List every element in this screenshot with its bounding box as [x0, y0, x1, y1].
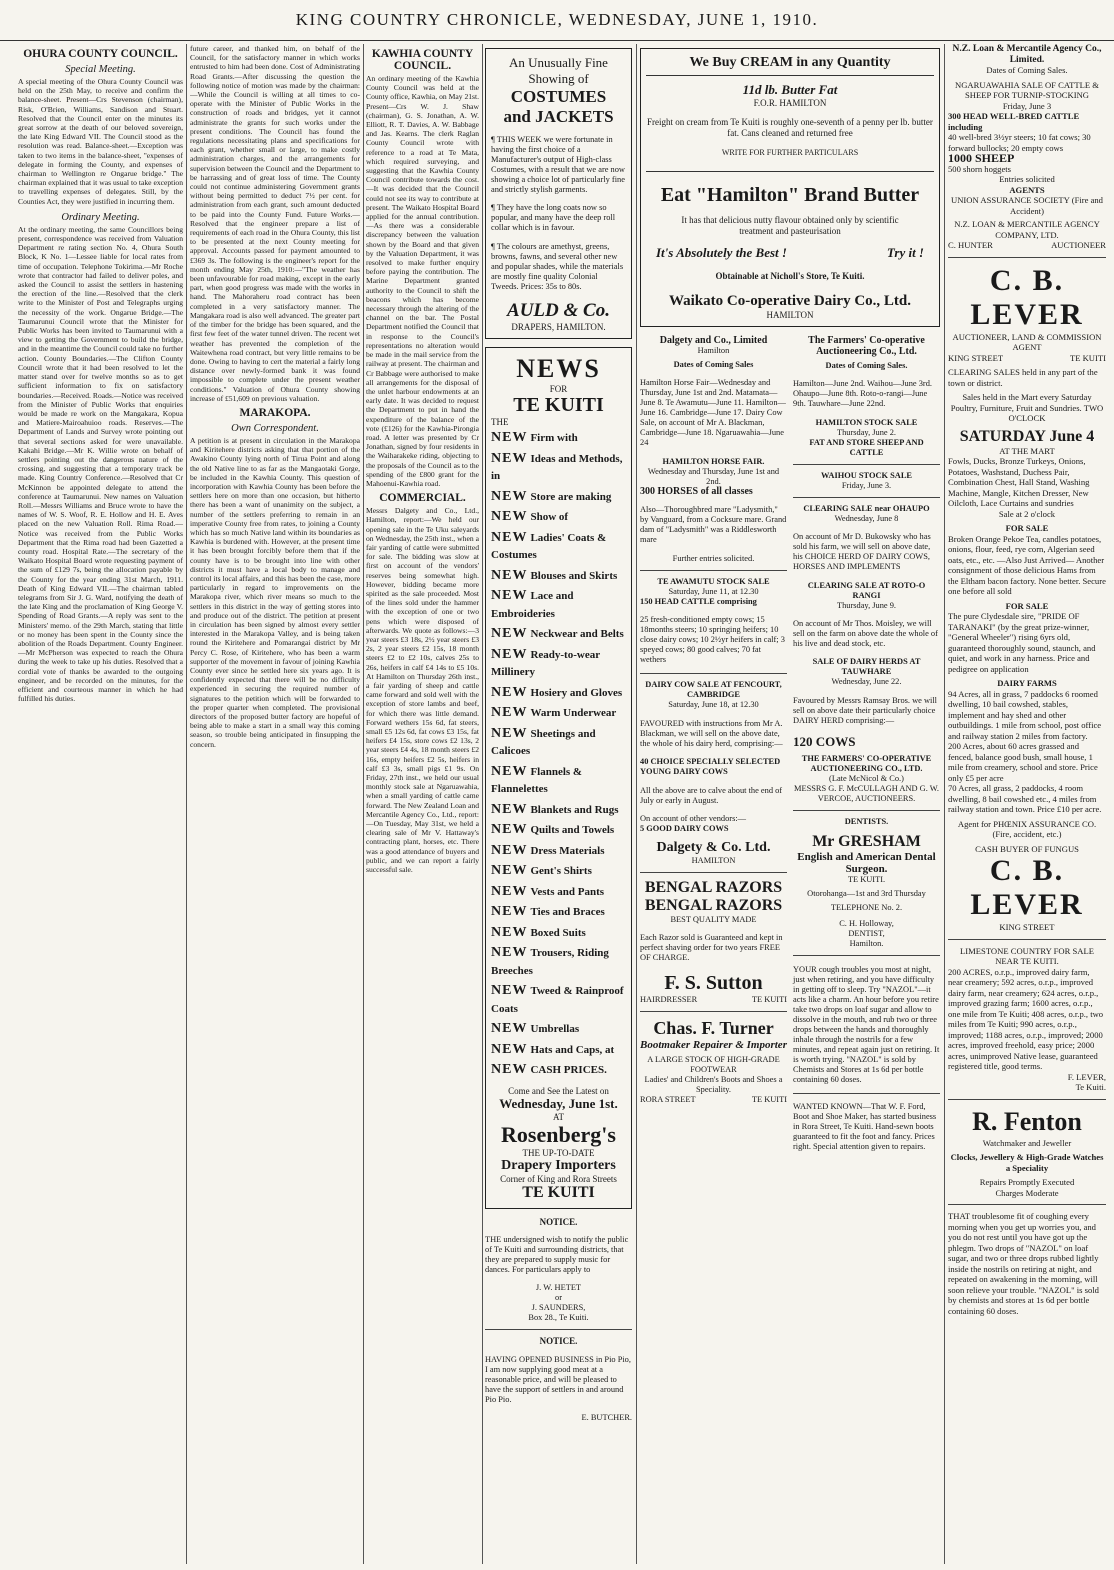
ad-sign: (Late McNicol & Co.)	[829, 774, 904, 784]
news-item-label: Lace and Embroideries	[491, 590, 574, 620]
auction-columns	[640, 335, 940, 1161]
ad-line: FOR	[549, 384, 568, 395]
news-item	[491, 883, 626, 902]
ad-line: C. H. Holloway,	[839, 919, 894, 929]
ad-line: A LARGE STOCK OF HIGH-GRADE FOOTWEAR	[647, 1054, 780, 1074]
ad-text: ¶ The colours are amethyst, greens, browns, fawns, and several other new and popular shades, while the materials are mostly fine quality Colonial Tweeds. Prices: 35s to 80s.	[491, 241, 624, 291]
ad-name: Chas. F. Turner	[653, 1017, 774, 1038]
dalgety-column	[640, 335, 787, 1161]
article-subheading: Special Meeting.	[65, 64, 136, 75]
divider	[793, 464, 940, 465]
ad-line: Dates of Coming Sales	[673, 360, 754, 369]
ad-line: Thursday, June 9.	[836, 600, 896, 610]
ad-title: We Buy CREAM in any Quantity	[646, 55, 934, 76]
news-item-prefix: NEW	[491, 842, 528, 858]
news-item-label: Dress Materials	[530, 844, 605, 857]
news-item-label: Vests and Pants	[530, 885, 605, 898]
ad-line: Hamilton.	[849, 939, 884, 949]
news-item-prefix: NEW	[491, 646, 528, 662]
ad-line: NGARUAWAHIA SALE OF CATTLE & SHEEP FOR TURNIP-STOCKING	[955, 79, 1099, 100]
ad-line: DAIRY COW SALE AT FENCOURT, CAMBRIDGE	[645, 680, 782, 700]
column-rule	[186, 44, 187, 1564]
ad-text: Broken Orange Pekoe Tea, candles potatoes, onions, flour, feed, rye corn, Algerian seed oats, etc., etc. —Also Just Arrived— Another consignment of those delicious Hams from the Eltham bacon factory. None better. Secure one before all sold	[948, 533, 1106, 596]
ad-text: 200 Acres, about 60 acres grassed and fenced, balance good bush, small house, 1 mile from creamery, school and store. Price only £5 per acre	[948, 741, 1098, 783]
ad-line: Charges Moderate	[995, 1187, 1059, 1198]
news-item-prefix: NEW	[491, 684, 528, 700]
news-item-prefix: NEW	[491, 945, 528, 961]
news-item-label: Hats and Caps, at	[530, 1043, 615, 1056]
ad-town: TE KUITI	[751, 1094, 787, 1104]
ad-line: and JACKETS	[503, 107, 614, 126]
news-item-prefix: NEW	[491, 450, 528, 466]
news-item	[491, 567, 626, 586]
ad-line: SALE OF DAIRY HERDS AT TAUWHARE	[812, 657, 921, 677]
razor-line: BENGAL RAZORS	[644, 896, 783, 914]
ad-text: All the above are to calve about the end of July or early in August.	[640, 785, 783, 805]
news-item	[491, 903, 626, 922]
divider	[793, 1093, 940, 1094]
ad-line: Friday, June 3.	[841, 480, 892, 490]
divider	[793, 955, 940, 956]
column-agency-ads	[948, 44, 1106, 1564]
divider	[640, 872, 787, 873]
column-rule	[636, 44, 637, 1564]
costumes-ad	[485, 48, 632, 339]
news-item-prefix: NEW	[491, 983, 528, 999]
ad-sign: MESSRS G. F. McCULLAGH AND G. W. VERCOE, AUCTIONEERS.	[794, 784, 939, 804]
ad-line: Wednesday, June 8	[834, 513, 899, 523]
ad-line: WRITE FOR FURTHER PARTICULARS	[721, 148, 859, 157]
ad-line: English and American Dental Surgeon.	[797, 851, 936, 876]
ad-line: AGENTS	[1009, 184, 1045, 195]
ad-line: 5 GOOD DAIRY COWS	[640, 823, 729, 833]
ad-line: Wednesday and Thursday, June 1st and 2nd.	[647, 466, 780, 486]
news-item-label: Tweed & Rainproof Coats	[491, 985, 624, 1015]
news-items	[491, 429, 626, 1080]
ad-text: 25 fresh-conditioned empty cows; 15 18months steers; 10 springing heifers; 10 close dairy cows; 10 2½yr heifers in calf; 3 speyed cows; 80 good calves; 70 fat wethers	[640, 614, 785, 664]
column-trade-ads	[640, 44, 940, 1564]
news-item-label: Ladies' Coats & Costumes	[491, 531, 607, 562]
ad-line: Clocks, Jewellery & High-Grade Watches a Speciality	[950, 1152, 1104, 1173]
ad-text: THAT troublesome fit of coughing every morning when you get up worries you, and you do not rest until you have got up the phlegm. Two drops of "NAZOL" on loaf sugar, and two or three drops rubbed lightly inside the nostrils on retiring at night, and repeated on awakening in the morning, will soon relieve your trouble. "NAZOL" is sold by chemists and stores at 1s 6d per bottle containing 60 doses.	[948, 1211, 1099, 1316]
ad-line: HAMILTON	[691, 855, 736, 865]
ad-line: HAMILTON HORSE FAIR.	[662, 456, 765, 466]
news-item	[491, 529, 626, 565]
ad-line: UNION ASSURANCE SOCIETY (Fire and Accident)	[951, 195, 1103, 216]
ad-text: Also—Thoroughbred mare "Ladysmith," by Vanguard, from a Cocksure mare. Grand dam of "Ladysmith" was a Riddlesworth mare	[640, 505, 787, 545]
ad-line: Otorohanga—1st and 3rd Thursday	[807, 889, 926, 899]
ad-title: N.Z. Loan & Mercantile Agency Co., Limited.	[952, 44, 1102, 65]
ad-text: On account of Mr Thos. Moisley, we will sell on the farm on above date the whole of his live and dead stock, etc.	[793, 618, 938, 648]
ad-line: DENTIST,	[848, 929, 885, 939]
news-item-label: Ready-to-wear Millinery	[491, 648, 600, 679]
news-item-prefix: NEW	[491, 822, 528, 838]
ad-line: Entries solicited	[999, 174, 1055, 184]
ad-line: On account of other vendors:—	[640, 813, 747, 823]
column-rule	[363, 44, 364, 1564]
article-text: At the ordinary meeting, the same Councillors being present, correspondence was received from Valuation Department re rating section No. 4, Ohura South Block, K No. 1—Lessee liable for local rates from time of occupation. Telephone Tokirima.—Mr Roche wrote that contractor had failed to deliver poles, and asked the Council to assist the settlers in hastening the erection of the line.—Resolved that the clerk write to the Minister of Post and Telegraphs urging the necessity of the work. Ongarue Bridge.—The Taumarunui Council wrote that the Minister for Public Works has been invited to Taumarunui with a view to getting the Government to build the bridge, and in the meantime the Council could take no further action. County Boundaries.—The Clifton County Council wrote that it had been resolved to let the matter stand over for twelve months so as to get sufficient information to fix on satisfactory boundaries.—Received. Roads.—Notice was received from the Minister of Public Works that enquiries would be made re work on the Mangakara, Kopua and Matiere-Mairoahuioo roads. Reserves.—The Department of Lands and Survey wrote pointing out that several sections asked for were unavailable. Kakahi Bridge.—Mr K. Willie wrote on behalf of settlers pointing out the dangerous nature of the crossing, and suggesting that a temporary track be made. King Country Conference.—Resolved that Cr McKinnon be appointed delegate to attend the conference at Taumarunui. New names on Valuation Roll.—Messrs Williams and Bruce wrote to have the names of W. S. Woof, R. E. Hollow and H. E. Aves placed on the new Valuation Roll. Rima Road.—Notice was received from the Public Works Department that the Rima road had been Gazetted a county road. Hospital Rate.—The secretary of the Waikato Hospital Board wrote requesting payment of the sum of £129 7s, being the allocation payable by the County for the year ending 31st March, 1911. Death of King Edward VII.—The chairman tabled telegrams from Sir J. G. Ward, notifying the death of the late King and the proclamation of King George V. Spending of Road Grants.—A reply was sent to the Ministers' memo. of the 29th March, stating that little or no money has been spent in the County since the abolition of the Roads Department. County Engineer.—Mr McPherson was expected to reach the Ohura during the week to take up his duties. Resolved that a cordial vote of thanks be awarded to the outgoing engineer, and be recorded on the minutes, for the efficient and courteous manner in which he had fulfilled his duties.	[18, 224, 183, 704]
ad-line: FOR SALE	[1005, 600, 1049, 611]
news-item-prefix: NEW	[491, 509, 528, 525]
ad-line: 40 CHOICE SPECIALLY SELECTED YOUNG DAIRY COWS	[640, 757, 781, 777]
ad-footer	[640, 995, 787, 1005]
razor-line: BENGAL RAZORS	[644, 878, 783, 896]
ad-text: Sales held in the Mart every Saturday Poultry, Furniture, Fruit and Sundries. TWO O'CLOCK	[950, 392, 1104, 423]
article-heading: COMMERCIAL.	[379, 492, 466, 505]
ad-text: The pure Clydesdale sire, "PRIDE OF TARANAKI" (by the great prize-winner, "General Wheeler") rising 6yrs old, guaranteed thoroughly sound, staunch, and quiet, and work in any harness. Price and pedigree on application	[948, 611, 1096, 674]
ad-line: 300 HEAD WELL-BRED CATTLE including	[948, 111, 1080, 132]
news-item-prefix: NEW	[491, 567, 528, 583]
news-item	[491, 646, 626, 682]
ad-price: 11d lb. Butter Fat	[742, 82, 838, 97]
ad-line: Ladies' and Children's Boots and Shoes a Speciality.	[644, 1074, 783, 1094]
article-heading: MARAKOPA.	[239, 406, 311, 419]
news-item-label: Ties and Braces	[530, 906, 605, 919]
ad-line: Dates of Coming Sales.	[825, 361, 908, 370]
ad-name: C. B. LEVER	[970, 854, 1084, 921]
ad-brand: AULD & Co.	[507, 300, 610, 322]
article-subheading: Own Correspondent.	[231, 422, 319, 434]
ad-name: C. B. LEVER	[970, 263, 1084, 331]
ad-text: Hamilton Horse Fair—Wednesday and Thursday, June 1st and 2nd. Matamata—June 8. Te Awamutu—June 11. Hamilton—June 16. Cambridge—June 17. Dairy Cow Sale, on account of Mr A. Blackman, Cambridge—June 18. Ngaruawahia—June 24	[640, 378, 786, 448]
ad-street: KING STREET	[948, 352, 1004, 363]
ad-trade: Bootmaker Repairer & Importer	[640, 1038, 787, 1051]
news-item	[491, 587, 626, 623]
ad-date: Wednesday, June 1st.	[499, 1095, 618, 1111]
ad-title: NEWS	[516, 354, 601, 384]
news-item-label: Sheetings and Calicoes	[491, 727, 596, 758]
news-item	[491, 924, 626, 943]
ad-line: 300 HORSES of all classes	[640, 485, 753, 497]
news-item-prefix: NEW	[491, 924, 528, 940]
ad-line: CASH BUYER OF FUNGUS	[975, 843, 1079, 854]
ad-line: HAMILTON STOCK SALE	[815, 417, 918, 427]
ad-line: THE UP-TO-DATE	[522, 1147, 595, 1158]
ad-line: Drapery Importers	[501, 1157, 616, 1173]
ad-text: Each Razor sold is Guaranteed and kept in perfect shaving order for two years FREE OF CHARGE.	[640, 933, 783, 963]
news-item-label: Boxed Suits	[530, 926, 586, 939]
column-rule	[944, 44, 945, 1564]
ad-town: TE KUITI	[522, 1183, 595, 1201]
ad-name: R. Fenton	[972, 1106, 1082, 1136]
ad-line: Te Kuiti.	[1075, 1082, 1106, 1092]
news-item-label: Trousers, Riding Breeches	[491, 947, 609, 977]
ad-text: CLEARING SALES held in any part of the town or district.	[948, 367, 1098, 388]
ad-line: TELEPHONE No. 2.	[830, 903, 903, 913]
ad-name: F. S. Sutton	[664, 971, 763, 994]
ad-store: Rosenberg's	[501, 1121, 616, 1147]
news-item-prefix: NEW	[491, 529, 528, 545]
news-item-label: Ideas and Methods, in	[491, 452, 623, 483]
ad-line: Showing of	[528, 71, 589, 86]
article-text: A petition is at present in circulation in the Marakopa and Kiritehere districts asking that that portion of the Awakino County lying north of Tirua Point and along the old Native line to as far as the Mangaotaki Gorge, be included in the Kawhia County. This question of incorporation with Kawhia County has been before the settlers here on more than one occasion, but hitherto there has been a want of unanimity on the subject, a number of the settlers preferring to remain in an imperative County free from rates, to joining a County which has so much Native land within its boundaries as Kawhia is burdened with. However, at the present time it has been brought forcibly before them that if the county have is to be brought into line with other districts it must have a local body to manage and control its local affairs, and this has been the case, more particularly in regard to improvements on the Marakopa river, which river means so much to the settlers in this district in the way of getting stores into and produce out of the district. The petition at present in circulation has been signed by almost every settler interested in the Marakopa Valley, and is being taken round the Kiritehere and Pomarangai district by Mr Percy C. Rose, of Kiritehere, who has been a warm supporter of the movement in favour of joining Kawhia County ever since he settled here six years ago. It is confidently expected that there will be no difficulty experienced in securing the required number of signatures to the petition which will be forwarded to the proper quarter when completed. The provisional directors of the proposed butter factory are hopeful of being able to make a start in a small way this coming season, so trouble being anticipated in finsupping the concern.	[190, 435, 360, 749]
news-item	[491, 821, 626, 840]
news-item-prefix: NEW	[491, 863, 528, 879]
ad-date: SATURDAY June 4	[959, 427, 1095, 445]
article-text: Messrs Dalgety and Co., Ltd., Hamilton, report:—We held our opening sale in the Te Uku saleyards on Wednesday, the 25th inst., when a fair yarding of cattle were submitted for sale. The bidding was slow at first on account of the vendors' reserves being somewhat high. However, bidding became more spirited as the sale proceeded. Most of the lines sold under the hammer with the exception of one or two pens which were disposed of afterwards. We quote as follows:—3 year steers £3 18s, 2½ year steers £3 2s, 2 year steers £2 15s, 18 month steers £2 to £2 10s, calves 25s to 26s, heifers in calf £4 14s to £5 10s. At Hamilton on Thursday 26th inst., a fair yarding of sheep and cattle came forward and sold well with the exception of store lambs and beef, for which there was little demand. Forward wethers 15s 6d, fat steers, small £5 12s 6d, fat cows £3 15s, fat heifers £4 15s, store cows £2 13s, 2 year steers £4 4s, 18 month steers £2 16s, empty heifers £2 5s, heifers in calf £3 3s, small pigs £1 9s. On Friday, 27th inst., we held our usual monthly stock sale at Ngaruawahia, when a small yarding of cattle came forward. The New Zealand Loan and Mercantile Agency Co., Ltd., report:—On Tuesday, May 31st, we held a clearing sale of Mr V. Hattaway's contracting plant, horses, etc. There was a good attendance of buyers and public, and we can report a fairly successful sale.	[366, 506, 479, 875]
ad-text: ¶ THIS WEEK we were fortunate in having the first choice of a Manufacturer's output of High-class Costumes, with a result that we are now showing a choice lot of particularly fine and strictly stylish garments.	[491, 135, 625, 194]
divider	[793, 497, 940, 498]
news-item	[491, 1020, 626, 1039]
notice-heading: NOTICE.	[539, 1216, 578, 1227]
divider	[948, 939, 1106, 940]
ad-line: KING STREET	[999, 922, 1055, 932]
news-item	[491, 450, 626, 486]
ad-line: WAIHOU STOCK SALE	[820, 470, 913, 480]
ad-footer	[948, 353, 1106, 364]
ad-text: Freight on cream from Te Kuiti is roughly one-seventh of a penny per lb. butter fat. Cans cleaned and returned free	[647, 117, 933, 138]
news-item-prefix: NEW	[491, 904, 528, 920]
ad-text: Fowls, Ducks, Bronze Turkeys, Onions, Potatoes, Washstand, Duchess Pair, Combination Chest, Hall Stand, Washing Machine, Mangle, Kitchen Dresser, New Oilcloth, Lace Curtains and sundries	[948, 456, 1090, 508]
notice-text: HAVING OPENED BUSINESS in Pio Pio, I am now supplying good meat at a reasonable price, and will be pleased to have the support of settlers in and around Pio Pio.	[485, 1354, 631, 1404]
ad-line: 500 shorn hoggets	[948, 163, 1012, 174]
news-item-label: Show of	[530, 511, 569, 524]
slogan-best: It's Absolutely the Best !	[656, 245, 787, 260]
news-item	[491, 1061, 626, 1080]
ad-line: HAMILTON	[766, 310, 814, 320]
news-item-prefix: NEW	[491, 1041, 528, 1057]
ad-footer	[640, 1095, 787, 1105]
news-item	[491, 704, 626, 723]
divider	[640, 673, 787, 674]
ad-name: C. HUNTER	[948, 240, 993, 250]
ad-line: AT THE MART	[999, 445, 1055, 456]
news-item-label: Hosiery and Gloves	[530, 686, 623, 699]
article-text: future career, and thanked him, on behalf of the Council, for the satisfactory manner in which works entrusted to him had been done. Cost of Administrating Road Grants.—After discussing the question the following notice of motion was made by the chairman:—While the Council is willing at all times to co-operate with the Minister of Public Works in the construction of roads and bridges, yet it cannot administrate the grants for such works under the present conditions. The Council has found the regulations necessitating plans and specifications for each grant, whether small or large, to make costly administration charges, and the arrangements for supervision between the Council and the Department to be harrassing and of great loss of time. The County could not continue administering Government grants without being permitted to deduct 7½ per cent. for administration from each grant, such amount deducted to be paid into the County Fund. Future Works.—Resolved that the engineer prepare a list of requirements of each road in the Ohura County, this list to be presented at the next County meeting for approval. Accounts passed for payment amounted to £369 3s. The following is the engineer's report for the month ending May 25th, 1910:—"The weather has been unfavourable for road making, except in the early part, when good progress was made with the works in hand. The Mahoraheru road contract has been completed in a very satisfactory manner. The Mangakara road is also well advanced. The greater part of the timber for the bridge has been squared, and the first few feet of the water tunnel driven. The recent wet weather has prevented the completion of the Waitewhena road contract, but very little remains to be done. Owing to having to cert the material a fairly long distance over newly-formed bank it was found impossible to complete under the present weather conditions." Valuation of Ohura County showing increase of £51,609 on previous valuation.	[190, 44, 360, 403]
ad-text: YOUR cough troubles you most at night, just when retiring, and you have difficulty in getting off to sleep. Try "NAZOL"—it acts like a charm. An hour before you retire take two drops on loaf sugar and allow to dissolve in the mouth, and rub two or three drops between the hands and thoroughly inhale through the nostrils for a few minutes, and repeat again just on retiring. It is worth trying. "NAZOL" is sold by Chemists and Stores at 1s 6d per bottle containing 60 doses.	[793, 964, 940, 1084]
ad-text: It has that delicious nutty flavour obtained only by scientific treatment and pasteurisation	[681, 215, 899, 236]
notice-or: or	[555, 1293, 562, 1303]
news-item	[491, 429, 626, 448]
ad-line: AUCTIONEER, LAND & COMMISSION AGENT	[952, 331, 1102, 352]
news-item	[491, 684, 626, 703]
ad-line: CLEARING SALE near OHAUPO	[803, 503, 930, 513]
news-item-label: Firm with	[530, 432, 578, 445]
ad-line: Watchmaker and Jeweller	[982, 1137, 1072, 1148]
article-subheading: Ordinary Meeting.	[61, 211, 140, 223]
ad-line: Thursday, June 2.	[836, 427, 896, 437]
column-kawhia	[366, 44, 479, 1564]
ad-text: 70 Acres, all grass, 2 paddocks, 4 room dwelling, 8 bail cowshed etc., 4 miles from railway station and town. Price £10 per acre.	[948, 783, 1102, 814]
divider	[948, 1204, 1106, 1205]
news-item-prefix: NEW	[491, 725, 528, 741]
divider	[793, 810, 940, 811]
divider	[640, 1011, 787, 1012]
ad-line: Come and See the Latest on	[508, 1085, 609, 1096]
ad-line: AT	[553, 1111, 564, 1122]
ad-line: Hamilton	[697, 346, 730, 355]
news-item-label: Umbrellas	[530, 1023, 580, 1036]
ad-line: Saturday, June 18, at 12.30	[668, 700, 759, 710]
news-ad	[485, 347, 632, 1209]
news-item	[491, 488, 626, 507]
news-item-prefix: NEW	[491, 588, 528, 604]
news-item-label: Gent's Shirts	[530, 865, 592, 878]
notice-name: Box 28., Te Kuiti.	[528, 1313, 589, 1323]
divider	[948, 1099, 1106, 1100]
news-item-label: Neckwear and Belts	[530, 628, 624, 641]
ad-text: 200 ACRES, o.r.p., improved dairy farm, near creamery; 592 acres, o.r.p., improved dairy farm, near creamery; 624 acres, o.r.p., improved grazing farm; 1600 acres, o.r.p., one mile from Te Kuiti; 408 acres, o.r.p., two miles from Te Kuiti; 990 acres, o.r.p., improved; 1188 acres, o.r.p., improved; 2000 acres, improved freehold, easy price; 2000 acres, unimproved Native lease, guaranteed registered title, good terms.	[948, 966, 1104, 1071]
news-item-prefix: NEW	[491, 488, 528, 504]
ad-line: Wednesday, June 22.	[831, 677, 902, 687]
notice-heading: NOTICE.	[539, 1336, 578, 1347]
ad-line: F.O.R. HAMILTON	[753, 98, 827, 108]
ad-line: N.Z. LOAN & MERCANTILE AGENCY COMPANY, LTD.	[954, 219, 1100, 240]
ad-line: Saturday, June 11, at 12.30	[668, 586, 759, 596]
ad-line: FAT AND STORE SHEEP AND CATTLE	[809, 437, 924, 457]
column-rule	[482, 44, 483, 1564]
ad-line: COSTUMES	[510, 87, 607, 106]
column-drapery-ads	[485, 44, 632, 1564]
ad-line: 150 HEAD CATTLE comprising	[640, 596, 757, 606]
notice-name: E. BUTCHER.	[581, 1413, 632, 1423]
news-item-label: Quilts and Towels	[530, 824, 615, 837]
article-text: A special meeting of the Ohura County Council was held on the 25th May, to receive and confirm the balance-sheet. Present—Crs Stevenson (chairman), Risk, O'Brien, Williams, Sandison and Stuart. Resolved that the Council enter on the minutes its great sorrow at the death of our beloved sovereign, the late King Edward VII. The Council stood as the resolution was read. Balance-sheet.—Exception was taken to two items in the balance-sheet, "expenses of delegate in forming the County, and expenses of chairman to Wellington re Ongarue bridge." The chairman explained that it was usual to take exception to travelling expenses of delegates. Still, by the Counties Act, they were justified in incurring them.	[18, 77, 183, 206]
news-item	[491, 982, 626, 1018]
news-item-label: Flannels & Flannelettes	[491, 765, 583, 796]
ad-line: Obtainable at Nicholl's Store, Te Kuiti.	[715, 271, 865, 281]
ad-text: On account of Mr D. Bukowsky who has sold his farm, we will sell on above date, his CHOICE HERD OF DAIRY COWS, HORSES AND IMPLEMENTS	[793, 532, 931, 572]
ad-line: LIMESTONE COUNTRY FOR SALE NEAR TE KUITI.	[960, 945, 1094, 966]
news-item-label: Blouses and Skirts	[530, 569, 618, 582]
news-item	[491, 801, 626, 820]
ad-sign: THE FARMERS' CO-OPERATIVE AUCTIONEERING CO., LTD.	[801, 754, 932, 774]
news-item	[491, 944, 626, 980]
news-item-prefix: NEW	[491, 1021, 528, 1037]
ad-text: 94 Acres, all in grass, 7 paddocks 6 roomed dwelling, 10 bail cowshed, stables, implement and hay shed and other outbuildings. 1 mile from school, post office and railway station 2 miles from factory.	[948, 688, 1102, 741]
ad-line: Sale at 2 o'clock	[998, 508, 1056, 519]
news-item-prefix: NEW	[491, 883, 528, 899]
ad-company: Waikato Co-operative Dairy Co., Ltd.	[668, 293, 912, 309]
ad-line: Friday, June 3	[1002, 100, 1052, 111]
news-item	[491, 1041, 626, 1060]
ad-line: TE AWAMUTU STOCK SALE	[657, 576, 770, 586]
ad-town: TE KUITI	[1069, 352, 1106, 363]
notice-name: J. W. HETET	[535, 1283, 582, 1293]
ad-trade: AUCTIONEER	[1051, 240, 1106, 250]
ad-trade: HAIRDRESSER	[640, 994, 698, 1004]
ad-line: BEST QUALITY MADE	[670, 914, 757, 924]
ad-title: DENTISTS.	[844, 817, 889, 827]
masthead: KING COUNTRY CHRONICLE, WEDNESDAY, JUNE 1, 1910.	[0, 0, 1114, 41]
ad-text: Favoured by Messrs Ramsay Bros. we will sell on above date their particularly choice DAIRY HERD comprising:—	[793, 695, 937, 725]
ad-town: TE KUITI	[513, 394, 604, 417]
article-heading: OHURA COUNTY COUNCIL.	[23, 48, 178, 60]
ad-line: TE KUITI.	[847, 875, 886, 885]
ad-text: FAVOURED with instructions from Mr A. Blackman, we will sell on the above date, the whole of his dairy herd, comprising:—	[640, 718, 783, 748]
column-ohura	[18, 44, 183, 1564]
ad-line: 120 COWS	[793, 734, 856, 750]
ad-title: Dalgety and Co., Limited	[659, 335, 768, 346]
ad-brand-sub: DRAPERS, HAMILTON.	[511, 322, 606, 333]
article-text: An ordinary meeting of the Kawhia County Council was held at the County office, Kawhia, on May 21st. Present—Crs W. J. Shaw (chairman), G. S. Jonathan, A. W. Elliott, R. T. Davies, A. W. Babbage and Jas. Kearns. The clerk Raglan County Council wrote with reference to a road at Te Mata, which required surveying, and suggesting that the Kawhia County Council contribute towards the cost.—It was decided that the Council could not see its way to contribute at present. The Waikato Hospital Board applied for the annual contribution.—As there was a considerable discrepancy between the valuation shown by the Board and that given by the Valuation Department, it was resolved to make further enquiry before paying the contribution. The Marine Department granted authority to the Council to shift the beacons which has become necessary through the altering of the channel on the bar. The Postal Department notified the Council that in response to the Council's representations no alteration would be made in the mail service from the railway at present. The chairman and Cr Babbage were authorised to make all arrangements for the disposal of the unlet harbour endowments at an early date. It was decided to request the Department to put in hand the expenditure of the balance of the vote (£126) for the Kawhia-Pirongia road. A letter was presented by Cr Jonathan, signed by four residents in the Waiharakeke riding, objecting to the proposals of the Council as to the spending of the £800 grant for the Mahoenui-Kawhia road.	[366, 74, 479, 488]
divider	[485, 1329, 632, 1330]
farmers-column	[793, 335, 940, 1161]
ad-line: Dates of Coming Sales.	[986, 65, 1068, 75]
ad-line: 1000 SHEEP	[948, 151, 1015, 165]
ad-line: Further entries solicited.	[672, 553, 755, 563]
ad-line: FOR SALE	[1005, 523, 1049, 533]
notice-text: THE undersigned wish to notify the public of Te Kuiti and surrounding districts, that they are prepared to supply music for dances. For particulars apply to	[485, 1235, 629, 1275]
notice-name: J. SAUNDERS,	[531, 1303, 586, 1313]
news-item-prefix: NEW	[491, 626, 528, 642]
ad-line: An Unusually Fine	[509, 55, 608, 70]
ad-line: CLEARING SALE AT ROTO-O RANGI	[807, 580, 926, 600]
divider	[640, 570, 787, 571]
ad-line: THE	[491, 417, 509, 428]
news-item-prefix: NEW	[491, 430, 528, 446]
ad-text: 40 well-bred 3½yr steers; 10 fat cows; 30 forward bullocks; 20 empty cows	[948, 132, 1091, 153]
ad-sign: Dalgety & Co. Ltd.	[656, 839, 771, 855]
ad-street: RORA STREET	[640, 1094, 696, 1104]
ad-title: Eat "Hamilton" Brand Butter	[646, 171, 934, 207]
ad-text: ¶ They have the long coats now so popular, and many have the deep roll collar which is in favour.	[491, 203, 616, 233]
article-heading: KAWHIA COUNTY COUNCIL.	[371, 48, 474, 72]
divider	[948, 257, 1106, 258]
news-item	[491, 625, 626, 644]
ad-line: Corner of King and Rora Streets	[500, 1173, 617, 1184]
news-item	[491, 763, 626, 799]
news-item	[491, 862, 626, 881]
ad-name: Mr GRESHAM	[812, 833, 921, 851]
ad-line: Repairs Promptly Executed	[979, 1177, 1075, 1187]
news-item-label: CASH PRICES.	[530, 1064, 607, 1077]
ad-text: Hamilton—June 2nd. Waihou—June 3rd. Ohaupo—June 8th. Roto-o-rangi—June 9th. Tauwhare—June 22nd.	[793, 379, 932, 409]
news-item-label: Blankets and Rugs	[530, 803, 619, 816]
column-council-continued	[190, 44, 360, 1564]
news-item-label: Store are making	[530, 490, 612, 503]
cream-ad	[640, 48, 940, 327]
news-item	[491, 508, 626, 527]
ad-footer	[948, 240, 1106, 251]
news-item	[491, 725, 626, 761]
ad-slogan	[656, 245, 924, 261]
news-item	[491, 842, 626, 861]
news-item-label: Warm Underwear	[530, 707, 617, 720]
ad-line: Agent for PHŒNIX ASSURANCE CO. (Fire, accident, etc.)	[957, 818, 1097, 839]
news-item-prefix: NEW	[491, 1062, 528, 1078]
news-item-prefix: NEW	[491, 763, 528, 779]
ad-line: DAIRY FARMS	[997, 678, 1057, 688]
slogan-try: Try it !	[886, 245, 924, 260]
ad-title: The Farmers' Co-operative Auctioneering Co., Ltd.	[808, 335, 925, 357]
ad-text: WANTED KNOWN—That W. F. Ford, Boot and Shoe Maker, has started business in Rora Street, Te Kuiti. Hand-sewn boots guaranteed to fit the foot and fancy. Prices right. Special attention given to repairs.	[793, 1102, 937, 1152]
ad-line: F. LEVER,	[1067, 1071, 1106, 1082]
news-item-prefix: NEW	[491, 705, 528, 721]
news-item-prefix: NEW	[491, 801, 528, 817]
ad-town: TE KUITI	[751, 994, 787, 1004]
